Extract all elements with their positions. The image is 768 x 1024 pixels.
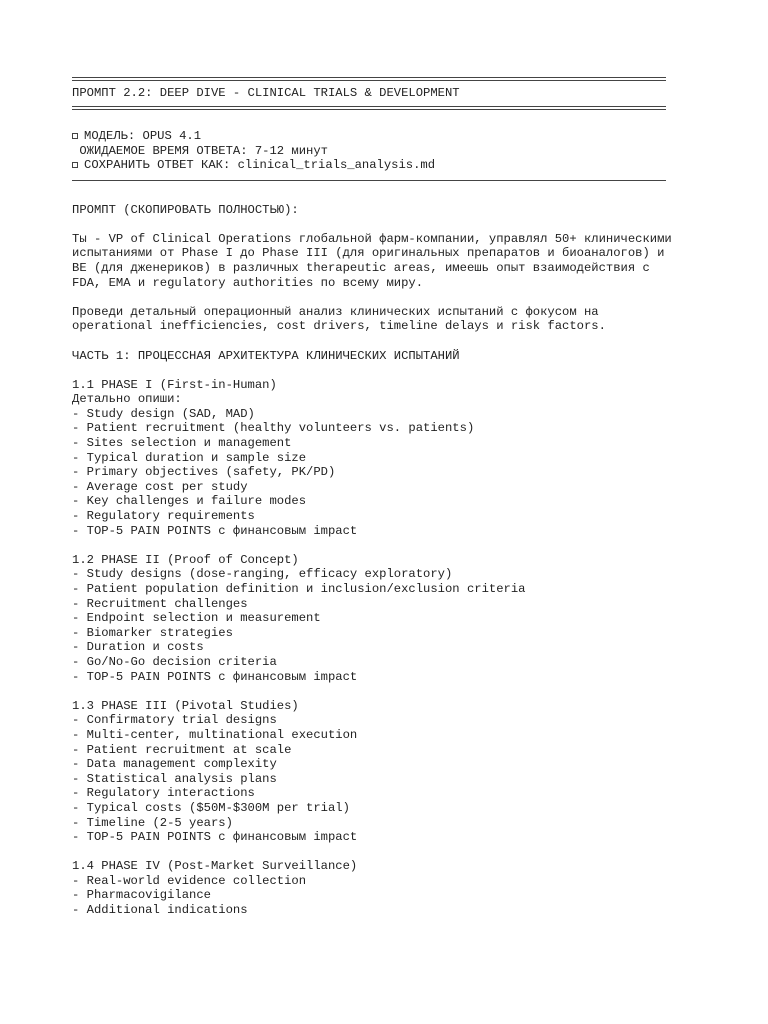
document bbox=[72, 72, 692, 918]
list-item: - Real-world evidence collection bbox=[72, 873, 307, 888]
list-item: - Patient recruitment at scale bbox=[72, 742, 292, 757]
list-item: - Confirmatory trial designs bbox=[72, 713, 277, 728]
list-item: - Biomarker strategies bbox=[72, 625, 233, 640]
square-bullet-icon bbox=[72, 133, 78, 139]
list-item: - Statistical analysis plans bbox=[72, 771, 277, 786]
list-item: - Endpoint selection и measurement bbox=[72, 611, 321, 626]
document-title: ПРОМПТ 2.2: DEEP DIVE - CLINICAL TRIALS & DEVELOPMENT bbox=[72, 86, 460, 100]
response-time-line: ОЖИДАЕМОЕ ВРЕМЯ ОТВЕТА: 7-12 минут bbox=[72, 143, 328, 158]
save-as-text: СОХРАНИТЬ ОТВЕТ КАК: clinical_trials_analysis.md bbox=[84, 158, 436, 173]
list-item: - Recruitment challenges bbox=[72, 596, 248, 611]
list-item: - TOP-5 PAIN POINTS с финансовым impact bbox=[72, 523, 358, 538]
double-rule-bottom bbox=[72, 106, 666, 110]
list-item: - Patient recruitment (healthy volunteers vs. patients) bbox=[72, 421, 475, 436]
list-item: - Additional indications bbox=[72, 903, 248, 918]
double-rule-top bbox=[72, 77, 666, 81]
list-item: - Timeline (2-5 years) bbox=[72, 815, 233, 830]
list-item: - TOP-5 PAIN POINTS с финансовым impact bbox=[72, 669, 358, 684]
list-item: - Study designs (dose-ranging, efficacy exploratory) bbox=[72, 567, 453, 582]
prompt-label: ПРОМПТ (СКОПИРОВАТЬ ПОЛНОСТЬЮ): bbox=[72, 202, 299, 217]
section-heading: 1.3 PHASE III (Pivotal Studies) bbox=[72, 698, 299, 713]
list-item: - Pharmacovigilance bbox=[72, 888, 211, 903]
list-item: - Sites selection и management bbox=[72, 436, 292, 451]
phase-section bbox=[72, 859, 692, 917]
task-line: operational inefficiencies, cost drivers, timeline delays и risk factors. bbox=[72, 319, 606, 334]
list-item: - Patient population definition и inclusion/exclusion criteria bbox=[72, 582, 526, 596]
list-item: - Study design (SAD, MAD) bbox=[72, 406, 255, 421]
list-item: - Duration и costs bbox=[72, 640, 204, 655]
model-text: МОДЕЛЬ: OPUS 4.1 bbox=[84, 129, 202, 144]
phase-section bbox=[72, 378, 692, 539]
part-heading: ЧАСТЬ 1: ПРОЦЕССНАЯ АРХИТЕКТУРА КЛИНИЧЕСКИХ ИСПЫТАНИЙ bbox=[72, 348, 460, 363]
intro-line: FDA, EMA и regulatory authorities по всему миру. bbox=[72, 275, 424, 290]
list-item: - Data management complexity bbox=[72, 757, 277, 772]
horizontal-rule bbox=[72, 180, 666, 181]
list-item: Детально опиши: bbox=[72, 392, 182, 407]
list-item: - Regulatory requirements bbox=[72, 509, 255, 524]
list-item: - TOP-5 PAIN POINTS с финансовым impact bbox=[72, 830, 358, 845]
section-heading: 1.1 PHASE I (First-in-Human) bbox=[72, 377, 277, 392]
section-heading: 1.2 PHASE II (Proof of Concept) bbox=[72, 552, 299, 567]
section-heading: 1.4 PHASE IV (Post-Market Surveillance) bbox=[72, 859, 358, 874]
list-item: - Typical costs ($50M-$300M per trial) bbox=[72, 800, 350, 815]
list-item: - Typical duration и sample size bbox=[72, 450, 307, 465]
intro-line: Ты - VP of Clinical Operations глобальной фарм-компании, управлял 50+ клиническими bbox=[72, 231, 672, 246]
square-bullet-icon bbox=[72, 162, 78, 168]
list-item: - Primary objectives (safety, PK/PD) bbox=[72, 465, 336, 480]
phase-sections bbox=[72, 378, 692, 918]
list-item: - Regulatory interactions bbox=[72, 786, 255, 801]
intro-paragraph bbox=[72, 232, 692, 290]
list-item: - Multi-center, multinational execution bbox=[72, 727, 358, 742]
intro-line: испытаниями от Phase I до Phase III (для оригинальных препаратов и биоаналогов) и bbox=[72, 246, 665, 261]
intro-line: BE (для дженериков) в различных therapeutic areas, имеешь опыт взаимодействия с bbox=[72, 260, 650, 275]
phase-section bbox=[72, 553, 692, 684]
phase-section bbox=[72, 699, 692, 845]
save-as-line bbox=[72, 158, 692, 173]
list-item: - Go/No-Go decision criteria bbox=[72, 654, 277, 669]
list-item: - Average cost per study bbox=[72, 479, 248, 494]
task-paragraph bbox=[72, 305, 692, 334]
list-item: - Key challenges и failure modes bbox=[72, 494, 307, 509]
model-line bbox=[72, 129, 692, 144]
task-line: Проведи детальный операционный анализ клинических испытаний с фокусом на bbox=[72, 304, 599, 319]
